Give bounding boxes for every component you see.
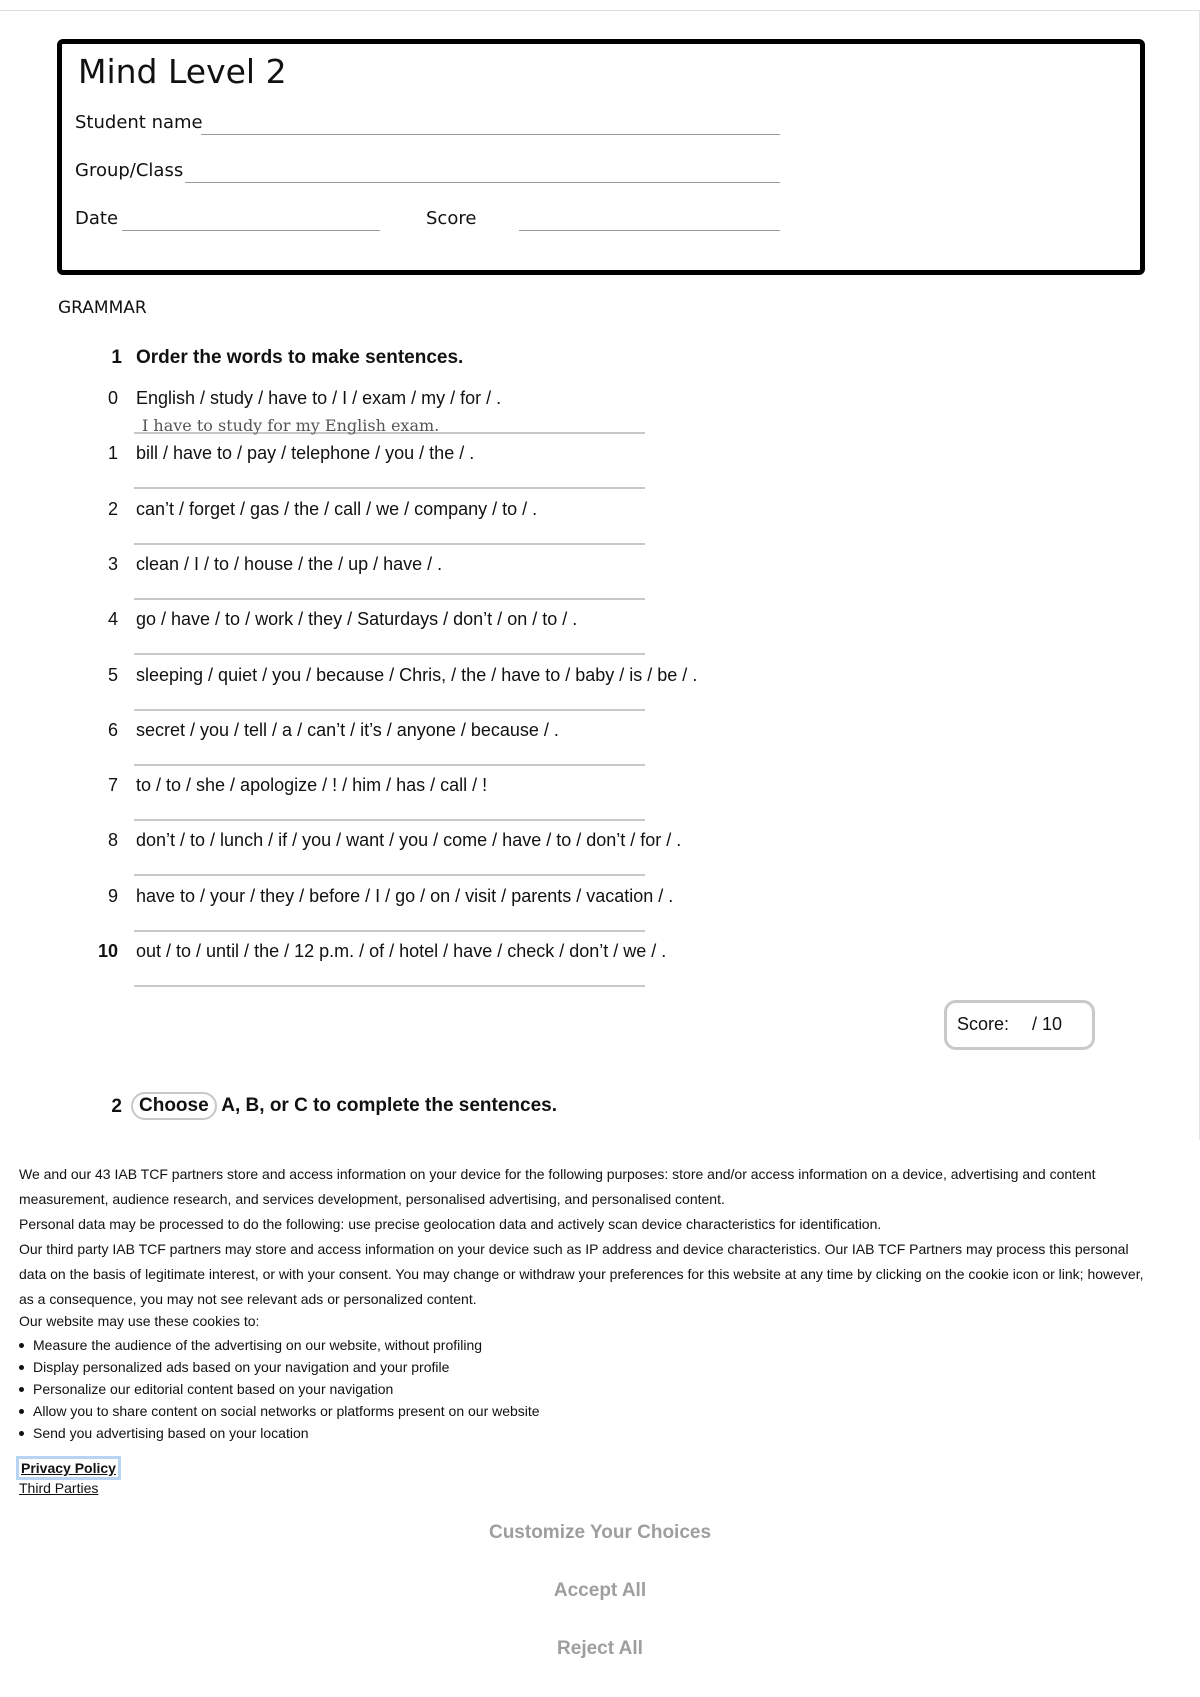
list-item: Measure the audience of the advertising on our website, without profiling [19,1334,540,1356]
item-number: 7 [107,775,118,795]
answer-line[interactable] [134,764,645,766]
item-text: bill / have to / pay / telephone / you / the / . [136,443,475,463]
answer-line[interactable] [134,930,645,932]
score-line [519,230,780,231]
item-text: out / to / until / the / 12 p.m. / of / hotel / have / check / don’t / we / . [136,941,667,961]
exercise-1-instruction: Order the words to make sentences. [136,347,464,368]
date-label: Date [75,208,119,229]
item-text: don’t / to / lunch / if / you / want / you / come / have / to / don’t / for / . [136,830,682,850]
reject-all-button[interactable]: Reject All [557,1638,643,1659]
student-name-label: Student name [75,112,203,133]
consent-cookies-intro: Our website may use these cookies to: [19,1313,260,1329]
answer-line[interactable] [134,543,645,545]
answer-line[interactable] [134,819,645,821]
item-text: have to / your / they / before / I / go / on / visit / parents / vacation / . [136,886,674,906]
answer-line[interactable] [134,874,645,876]
item-text: to / to / she / apologize / ! / him / has / call / ! [136,775,488,795]
item-text: sleeping / quiet / you / because / Chris, / the / have to / baby / is / be / . [136,665,698,685]
item-number: 1 [107,443,118,463]
section-title-grammar: GRAMMAR [58,298,147,318]
item-number: 8 [107,830,118,850]
score-box-total: / 10 [1032,1014,1063,1034]
student-name-line [201,134,780,135]
answer-line[interactable] [134,709,645,711]
consent-paragraph-3: Our third party IAB TCF partners may store and access information on your device such as IP address and device characteristics. Our IAB TCF Partners may process this personal data on the basis of legitimate interest, or with your consent. You may change or withdraw your preferences for this website at any time by clicking on the cookie icon or link; however, as a consequence, you may not see relevant ads or personalized content. [19,1241,1144,1307]
worksheet-title: Mind Level 2 [78,52,287,91]
item-number: 4 [107,609,118,629]
item-number: 5 [107,665,118,685]
exercise-1-score-box [944,1000,1095,1050]
list-item: Send you advertising based on your location [19,1422,540,1444]
consent-paragraph-2: Personal data may be processed to do the following: use precise geolocation data and actively scan device characteristics for identification. [19,1216,882,1232]
list-item: Allow you to share content on social networks or platforms present on our website [19,1400,540,1422]
date-line [122,230,380,231]
item-text: go / have / to / work / they / Saturdays / don’t / on / to / . [136,609,578,629]
privacy-policy-link[interactable]: Privacy Policy [16,1456,121,1480]
third-parties-link[interactable]: Third Parties [19,1480,99,1496]
item-number: 10 [97,941,118,961]
accept-all-button[interactable]: Accept All [553,1580,647,1601]
score-box-label: Score: [957,1014,1010,1034]
item-text: English / study / have to / I / exam / my / for / . [136,388,502,408]
worksheet-header-box [57,39,1145,275]
answer-line[interactable] [134,598,645,600]
item-text: clean / I / to / house / the / up / have / . [136,554,443,574]
answer-line[interactable] [134,985,645,987]
score-label: Score [426,208,477,229]
item-number: 2 [107,499,118,519]
page-top-border [0,10,1200,11]
item-number: 9 [107,886,118,906]
group-class-label: Group/Class [75,160,184,181]
list-item: Display personalized ads based on your navigation and your profile [19,1356,540,1378]
item-number: 0 [107,388,118,408]
item-text: secret / you / tell / a / can’t / it’s / anyone / because / . [136,720,559,740]
exercise-2-number: 2 [111,1096,122,1117]
customize-choices-button[interactable]: Customize Your Choices [488,1522,712,1543]
item-text: can’t / forget / gas / the / call / we / company / to / . [136,499,538,519]
sample-answer: I have to study for my English exam. [142,416,440,435]
answer-line[interactable] [134,487,645,489]
exercise-1-number: 1 [111,347,122,368]
exercise-2-instruction-rest: A, B, or C to complete the sentences. [221,1095,558,1116]
item-number: 6 [107,720,118,740]
choose-highlight: Choose [131,1092,217,1120]
list-item: Personalize our editorial content based on your navigation [19,1378,540,1400]
group-class-line [185,182,780,183]
consent-paragraph-1: We and our 43 IAB TCF partners store and access information on your device for the following purposes: store and/or access information on a device, advertising and content measurement, audience research, and services development, personalised advertising, and personalised content. [19,1166,1096,1207]
answer-line[interactable] [134,653,645,655]
consent-cookies-list [19,1334,540,1444]
item-number: 3 [107,554,118,574]
exercise-2-instruction [131,1092,557,1120]
